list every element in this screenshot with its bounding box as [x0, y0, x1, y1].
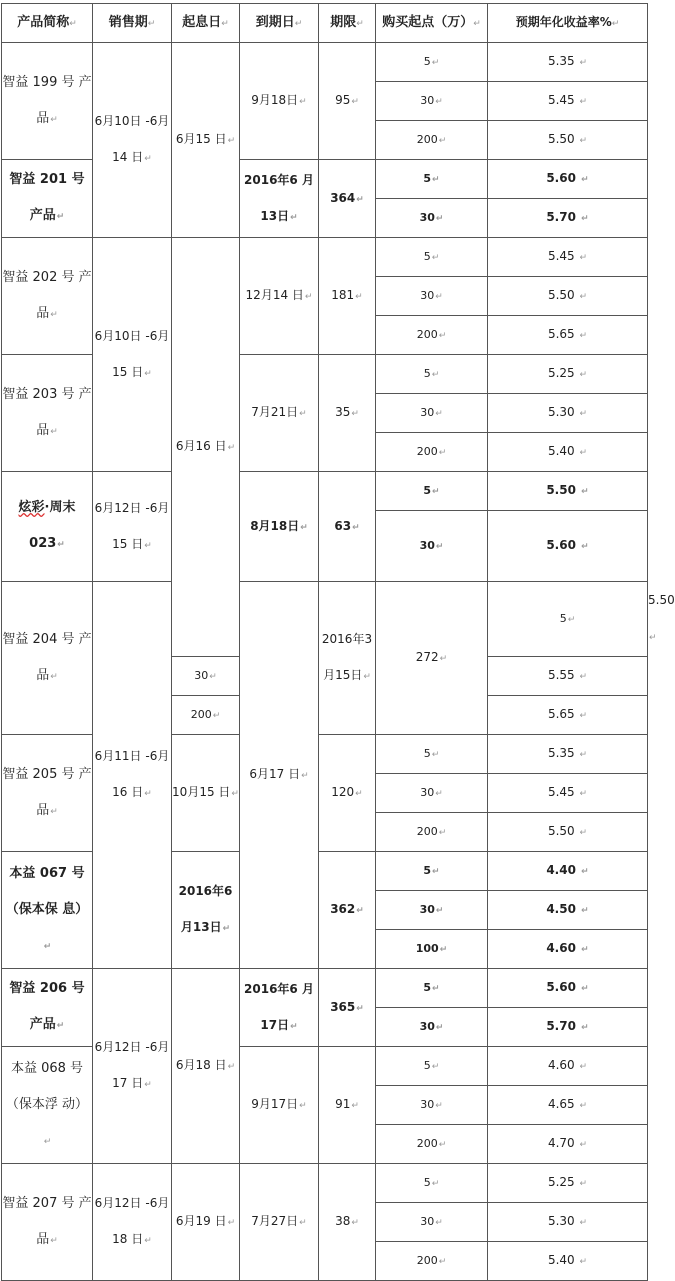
table-row — [2, 43, 648, 82]
product-name: 智益 207 号 产品↵ — [2, 1164, 93, 1281]
min-purchase: 200↵ — [376, 1125, 488, 1164]
min-purchase: 30↵ — [376, 511, 488, 582]
end-date: 7月21日↵ — [240, 355, 319, 472]
rate: 5.50 ↵ — [488, 121, 648, 160]
min-purchase: 30↵ — [376, 394, 488, 433]
min-purchase: 5↵ — [376, 1047, 488, 1086]
rate: 5.25 ↵ — [488, 1164, 648, 1203]
end-date: 2016年6 月13日↵ — [172, 852, 240, 969]
rate: 5.55 ↵ — [488, 657, 648, 696]
sale-period: 6月10日 -6月14 日↵ — [93, 43, 172, 238]
term: 364↵ — [319, 160, 376, 238]
product-name: 本益 067 号 （保本保 息）↵ — [2, 852, 93, 969]
term: 365↵ — [319, 969, 376, 1047]
min-purchase: 30↵ — [376, 1008, 488, 1047]
start-date: 6月16 日↵ — [172, 238, 240, 657]
term: 272↵ — [376, 582, 488, 735]
min-purchase: 30↵ — [172, 657, 240, 696]
rate: 4.65 ↵ — [488, 1086, 648, 1125]
min-purchase: 200↵ — [376, 316, 488, 355]
rate: 4.50 ↵ — [488, 891, 648, 930]
min-purchase: 5↵ — [376, 160, 488, 199]
start-date: 6月18 日↵ — [172, 969, 240, 1164]
product-name: 智益 204 号 产品↵ — [2, 582, 93, 735]
end-date: 2016年6 月17日↵ — [240, 969, 319, 1047]
rate: 5.35 ↵ — [488, 735, 648, 774]
product-name: 智益 202 号 产品↵ — [2, 238, 93, 355]
min-purchase: 5↵ — [376, 735, 488, 774]
min-purchase: 30↵ — [376, 199, 488, 238]
min-purchase: 30↵ — [376, 82, 488, 121]
rate: 4.40 ↵ — [488, 852, 648, 891]
rate: 5.65 ↵ — [488, 316, 648, 355]
rate: 5.60 ↵ — [488, 969, 648, 1008]
term: 362↵ — [319, 852, 376, 969]
min-purchase: 100↵ — [376, 930, 488, 969]
sale-period: 6月12日 -6月18 日↵ — [93, 1164, 172, 1281]
min-purchase: 5↵ — [376, 238, 488, 277]
min-purchase: 200↵ — [172, 696, 240, 735]
product-name: 智益 203 号 产品↵ — [2, 355, 93, 472]
start-date: 6月17 日↵ — [240, 582, 319, 969]
rate: 5.30 ↵ — [488, 394, 648, 433]
header-rate: 预期年化收益率%↵ — [488, 4, 648, 43]
header-start-date: 起息日↵ — [172, 4, 240, 43]
rate: 4.70 ↵ — [488, 1125, 648, 1164]
term: 35↵ — [319, 355, 376, 472]
term: 181↵ — [319, 238, 376, 355]
term: 95↵ — [319, 43, 376, 160]
rate: 5.60 ↵ — [488, 511, 648, 582]
term: 38↵ — [319, 1164, 376, 1281]
header-term: 期限↵ — [319, 4, 376, 43]
rate: 5.70 ↵ — [488, 199, 648, 238]
min-purchase: 5↵ — [376, 472, 488, 511]
min-purchase: 200↵ — [376, 813, 488, 852]
rate: 5.50 ↵ — [488, 472, 648, 511]
product-name: 智益 199 号 产品↵ — [2, 43, 93, 160]
rate: 5.45 ↵ — [488, 82, 648, 121]
product-name: 智益 201 号 产品↵ — [2, 160, 93, 238]
end-date: 7月27日↵ — [240, 1164, 319, 1281]
table-row — [2, 238, 648, 277]
rate: 5.50 ↵ — [488, 813, 648, 852]
rate: 4.60 ↵ — [488, 1047, 648, 1086]
header-name: 产品简称↵ — [2, 4, 93, 43]
rate: 5.35 ↵ — [488, 43, 648, 82]
product-name: 本益 068 号 （保本浮 动）↵ — [2, 1047, 93, 1164]
min-purchase: 30↵ — [376, 891, 488, 930]
rate: 5.25 ↵ — [488, 355, 648, 394]
min-purchase: 5↵ — [488, 582, 648, 657]
rate: 5.40 ↵ — [488, 1242, 648, 1281]
end-date: 2016年6 月13日↵ — [240, 160, 319, 238]
rate: 5.65 ↵ — [488, 696, 648, 735]
rate: 5.70 ↵ — [488, 1008, 648, 1047]
min-purchase: 5↵ — [376, 969, 488, 1008]
sale-period: 6月10日 -6月15 日↵ — [93, 238, 172, 472]
rate: 4.60 ↵ — [488, 930, 648, 969]
rate: 5.60 ↵ — [488, 160, 648, 199]
start-date: 6月19 日↵ — [172, 1164, 240, 1281]
product-name: 炫彩·周末 023↵ — [2, 472, 93, 582]
min-purchase: 5↵ — [376, 1164, 488, 1203]
end-date: 9月17日↵ — [240, 1047, 319, 1164]
product-name: 智益 206 号 产品↵ — [2, 969, 93, 1047]
table-row: 智益 204 号 产品↵ 6月11日 -6月16 日↵ 6月17 日↵ 2016年3 月15日↵ 272↵ 5↵ 5.50 ↵ — [2, 582, 648, 657]
rate: 5.45 ↵ — [488, 238, 648, 277]
rate: 5.50 ↵ — [488, 277, 648, 316]
rate: 5.40 ↵ — [488, 433, 648, 472]
end-date: 2016年3 月15日↵ — [319, 582, 376, 735]
header-min-purchase: 购买起点（万）↵ — [376, 4, 488, 43]
end-date: 10月15 日↵ — [172, 735, 240, 852]
min-purchase: 200↵ — [376, 1242, 488, 1281]
table-row — [2, 1164, 648, 1203]
end-date: 9月18日↵ — [240, 43, 319, 160]
rate: 5.45 ↵ — [488, 774, 648, 813]
term: 63↵ — [319, 472, 376, 582]
min-purchase: 5↵ — [376, 355, 488, 394]
start-date: 6月15 日↵ — [172, 43, 240, 238]
sale-period: 6月12日 -6月15 日↵ — [93, 472, 172, 582]
min-purchase: 200↵ — [376, 433, 488, 472]
min-purchase: 30↵ — [376, 1203, 488, 1242]
end-date: 12月14 日↵ — [240, 238, 319, 355]
min-purchase: 30↵ — [376, 774, 488, 813]
rate: 5.30 ↵ — [488, 1203, 648, 1242]
min-purchase: 30↵ — [376, 1086, 488, 1125]
min-purchase: 5↵ — [376, 852, 488, 891]
header-row — [2, 4, 648, 43]
product-table — [1, 3, 675, 1281]
end-date: 8月18日↵ — [240, 472, 319, 582]
min-purchase: 30↵ — [376, 277, 488, 316]
header-end-date: 到期日↵ — [240, 4, 319, 43]
term: 120↵ — [319, 735, 376, 852]
sale-period: 6月11日 -6月16 日↵ — [93, 582, 172, 969]
term: 91↵ — [319, 1047, 376, 1164]
min-purchase: 200↵ — [376, 121, 488, 160]
table-row — [2, 969, 648, 1008]
product-name: 智益 205 号 产品↵ — [2, 735, 93, 852]
table-row — [2, 472, 648, 511]
min-purchase: 5↵ — [376, 43, 488, 82]
header-sale-period: 销售期↵ — [93, 4, 172, 43]
sale-period: 6月12日 -6月17 日↵ — [93, 969, 172, 1164]
